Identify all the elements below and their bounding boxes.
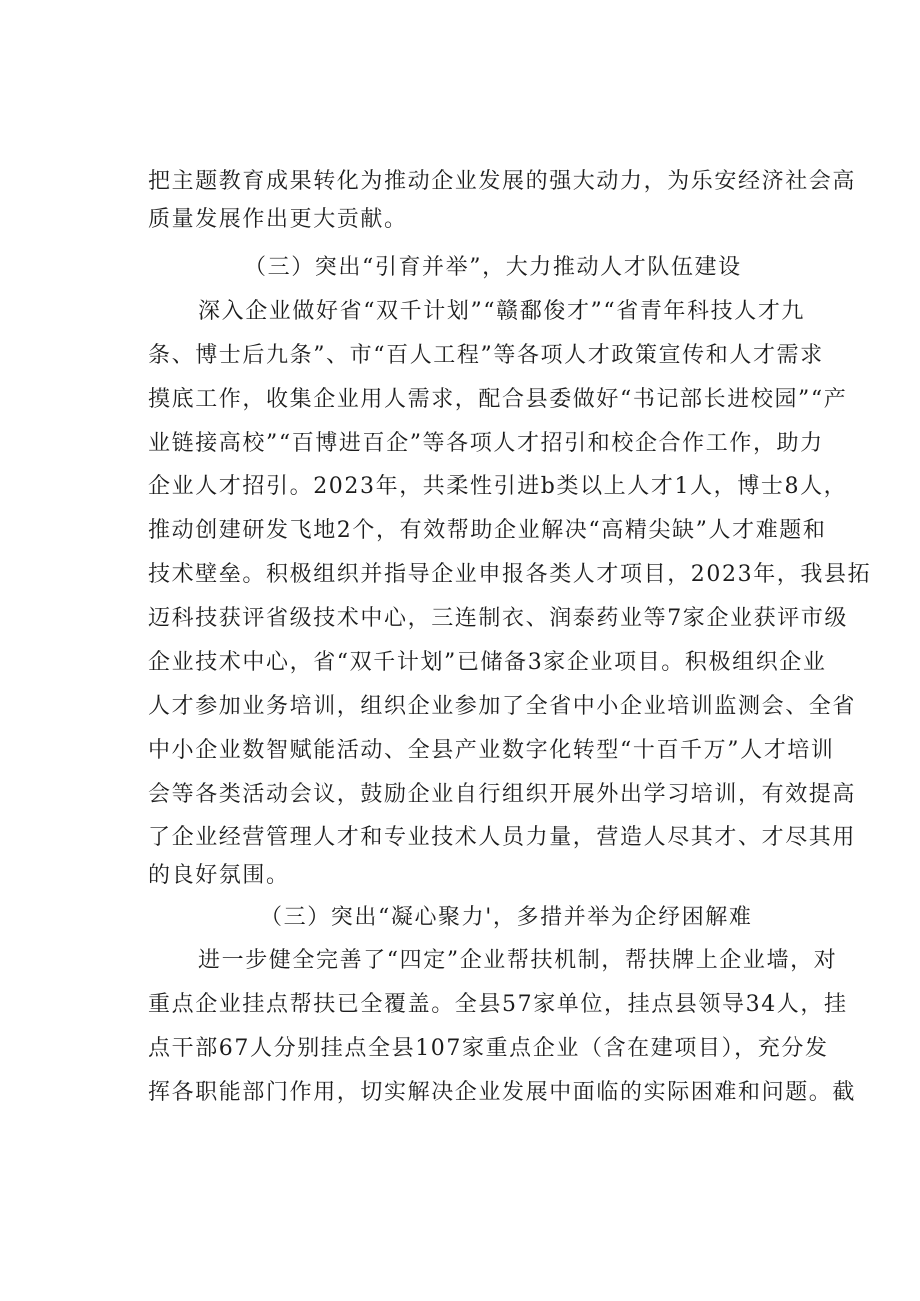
paragraph-2-line-8: 迈科技获评省级技术中心，三连制衣、润泰药业等7家企业获评市级: [148, 606, 848, 631]
paragraph-1-line-2: 质量发展作出更大贡献。: [148, 207, 408, 232]
paragraph-2-line-2: 条、博士后九条”、市“百人工程”等各项人才政策宣传和人才需求: [148, 343, 824, 368]
section-heading-support: （三）突出“凝心聚力'，多措并举为企纾困解难: [260, 905, 753, 930]
paragraph-2-line-1: 深入企业做好省“双千计划”“赣鄱俊才”“省青年科技人才九: [198, 299, 806, 324]
paragraph-2-line-14: 的良好氛围。: [148, 863, 290, 888]
paragraph-3-line-1: 进一步健全完善了“四定”企业帮扶机制，帮扶牌上企业墙，对: [198, 948, 838, 973]
paragraph-3-line-3: 点干部67人分别挂点全县107家重点企业（含在建项目），充分发: [148, 1036, 829, 1061]
paragraph-3-line-2: 重点企业挂点帮扶已全覆盖。全县57家单位，挂点县领导34人，挂: [148, 992, 848, 1017]
paragraph-2-line-6: 推动创建研发飞地2个，有效帮助企业解决“高精尖缺”人才难题和: [148, 518, 827, 543]
section-heading-talent: （三）突出“引育并举”，大力推动人才队伍建设: [244, 255, 742, 280]
paragraph-2-line-9: 企业技术中心，省“双千计划”已储备3家企业项目。积极组织企业: [148, 650, 827, 675]
paragraph-3-line-4: 挥各职能部门作用，切实解决企业发展中面临的实际困难和问题。截: [148, 1080, 857, 1105]
paragraph-2-line-7: 技术壁垒。积极组织并指导企业申报各类人才项目，2023年，我县拓: [148, 562, 872, 587]
paragraph-2-line-5: 企业人才招引。2023年，共柔性引进b类以上人才1人，博士8人，: [148, 474, 848, 499]
paragraph-2-line-12: 会等各类活动会议，鼓励企业自行组织开展外出学习培训，有效提高: [148, 782, 857, 807]
paragraph-2-line-4: 业链接高校”“百博进百企”等各项人才招引和校企合作工作，助力: [148, 431, 824, 456]
paragraph-1-line-1: 把主题教育成果转化为推动企业发展的强大动力，为乐安经济社会高: [148, 169, 857, 194]
paragraph-2-line-13: 了企业经营管理人才和专业技术人员力量，营造人尽其才、才尽其用: [148, 825, 857, 850]
paragraph-2-line-11: 中小企业数智赋能活动、全县产业数字化转型“十百千万”人才培训: [148, 738, 835, 763]
paragraph-2-line-3: 摸底工作，收集企业用人需求，配合县委做好“书记部长进校园”“产: [148, 387, 848, 412]
paragraph-2-line-10: 人才参加业务培训，组织企业参加了全省中小企业培训监测会、全省: [148, 694, 857, 719]
